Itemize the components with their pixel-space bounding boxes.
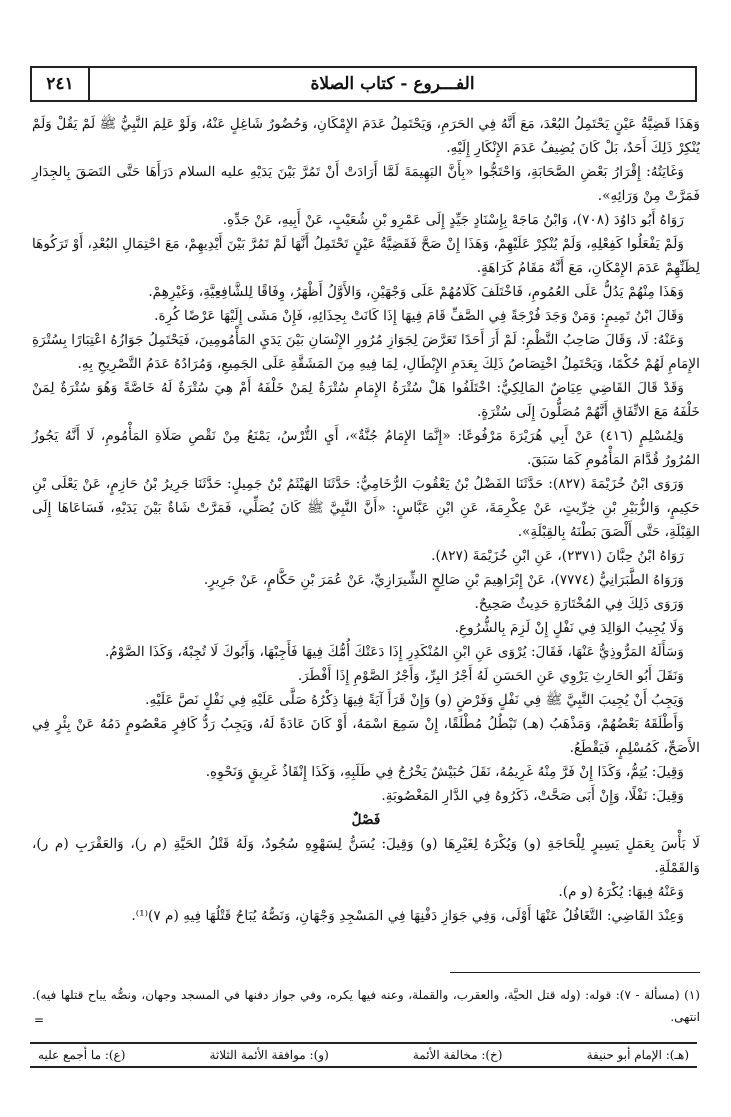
section-heading: فَصْلٌ xyxy=(351,812,381,828)
paragraph: وَهَذَا مِنْهُمْ يَدُلُّ عَلَى العُمُومِ، فَاخْتَلَفَ كَلَامُهُمْ عَلَى وَجْهَيْنِ، وَالأَوَّلُ أَظْهَرُ، وِفَاقًا لِلشَّافِعِيَّةِ، وَغَيْرِهِمْ. xyxy=(148,284,684,300)
footnote-text: (١) (مسألة - ٧): قوله: (وله قتل الحيَّة، والعقرب، والقملة، وعنه فيها يكره، وفي جواز دفنها في المسجد وجهان، ونصُّه يباح قتلها فيه). انتهى. xyxy=(32,988,700,1024)
paragraph: وَيَجِبُ أَنْ يُجِيبَ النَّبِيَّ ﷺ فِي نَفْلٍ وَفَرْضٍ (و) وَإِنْ قَرَأَ آيَةً فِيهَا ذِكْرُهُ صَلَّى عَلَيْهِ فِي نَفْلٍ نَصَّ عَلَيْهِ. xyxy=(145,692,684,708)
paragraph: وَرَوَى ذَلِكَ فِي المُخْتَارَةِ حَدِيثٌ صَحِيحٌ. xyxy=(474,596,684,612)
legend-item: (هـ): الإمام أبو حنيفة xyxy=(586,1048,689,1062)
paragraph: رَوَاهُ أَبُو دَاوُدَ (٧٠٨)، وَابْنُ مَاجَهْ بِإِسْنَادٍ جَيِّدٍ إِلَى عَمْرِو بْنِ شُعَيْبٍ، عَنْ أَبِيهِ، عَنْ جَدِّهِ. xyxy=(222,212,684,228)
legend-item: (خ): مخالفة الأئمة xyxy=(412,1048,503,1062)
paragraph: وَعَنْهُ فِيهَا: يُكْرَهُ (و م). xyxy=(558,884,684,900)
sigla-legend xyxy=(30,1042,697,1068)
paragraph: وَلِمُسْلِمٍ (٤١٦) عَنْ أَبِي هُرَيْرَةَ مَرْفُوعًا: «إِنَّمَا الإِمَامُ جُنَّةٌ»، أَيِ التُّرْسُ، يَمْنَعُ مِنْ نَقْصِ صَلَاةِ المَأْمُومِ، لَا أَنَّهُ يَجُوزُ المُرُورُ قُدَّامَ المَأْمُومِ كَمَا سَبَقَ. xyxy=(32,428,700,468)
footnote-divider xyxy=(450,972,700,973)
legend-item: (و): موافقة الأئمة الثلاثة xyxy=(209,1048,329,1062)
paragraph: وَهَذَا قَضِيَّةُ عَيْنٍ يَحْتَمِلُ البُعْدَ، مَعَ أَنَّهُ فِي الحَرَمِ، وَيَحْتَمِلُ عَدَمَ الإِمْكَانِ، وَحُضُورُ شَاغِلٍ عَنْهُ، وَلَوْ عَلِمَ النَّبِيُّ ﷺ لَمْ يَقُلْ وَلَمْ يُنْكِرْ ذَلِكَ أَحَدٌ، بَلْ كَانَ يُضِيفُ عَدَمَ الإِنْكَارِ إِلَيْهِ. xyxy=(32,116,700,156)
paragraph: وَعِنْدَ القَاضِي: التَّغَافُلُ عَنْهَا أَوْلَى، وَفِي جَوَازِ دَفْنِهَا فِي المَسْجِدِ وَجْهَانِ، وَنَصُّهُ يُبَاحُ قَتْلُهَا فِيهِ (م ٧)⁽¹⁾. xyxy=(131,908,684,924)
paragraph: وَأَطْلَقَهُ بَعْضُهُمْ، وَمَذْهَبُ (هـ) تَبْطُلُ مُطْلَقًا، إِنْ سَمِعَ اسْمَهُ، أَوْ كَانَ عَادَةً لَهُ، وَيَجِبُ رَدُّ كَافِرٍ مَعْصُومٍ دَمُهُ عَنْ بِئْرٍ فِي الأَصَحِّ، كَمُسْلِمٍ، فَيَقْطَعُ. xyxy=(32,716,700,756)
paragraph: وَغَايَتُهُ: إِقْرَارُ بَعْضِ الصَّحَابَةِ، وَاحْتَجُّوا «بِأَنَّ البَهِيمَةَ لَمَّا أَرَادَتْ أَنْ تَمُرَّ بَيْنَ يَدَيْهِ عليه السلام دَرَأَهَا حَتَّى التَصَقَ بِالجِدَارِ فَمَرَّتْ مِنْ وَرَائِهِ». xyxy=(32,164,700,204)
running-title: الفـــروع - كتاب الصلاة xyxy=(310,74,475,94)
paragraph: لَا بَأْسَ بِعَمَلٍ يَسِيرٍ لِلْحَاجَةِ (و) وَيُكْرَهُ لِغَيْرِهَا (و) وَقِيلَ: يُسَنُّ لِسَهْوِهِ سُجُودٌ، وَلَهُ قَتْلُ الحَيَّةِ (م ر)، وَالعَقْرَبِ (م ر)، وَالقَمْلَةِ. xyxy=(32,836,700,876)
paragraph: وَعَنْهُ: لَا، وَقَالَ صَاحِبُ النَّظْمِ: لَمْ أَرَ أَحَدًا تَعَرَّضَ لِجَوَازِ مُرُورِ الإِنْسَانِ بَيْنَ يَدَيِ المَأْمُومِينَ، فَيَحْتَمِلُ جَوَازُهُ اعْتِبَارًا بِسُتْرَةِ الإِمَامِ لَهُمْ حُكْمًا، وَيَحْتَمِلُ اخْتِصَاصُ ذَلِكَ بِعَدَمِ الإِبْطَالِ، لِمَا فِيهِ مِنَ المَشَقَّةِ عَلَى الجَمِيعِ، وَمُرَادُهُ عَدَمُ التَّصْرِيحِ بِهِ. xyxy=(32,332,700,372)
paragraph: وَقِيلَ: يُتِمُّ، وَكَذَا إِنْ فَرَّ مِنْهُ غَرِيمُهُ، نَقَلَ حُبَيْشٌ يَخْرُجُ فِي طَلَبِهِ، وَكَذَا إِنْقَاذُ غَرِيقٍ وَنَحْوِهِ. xyxy=(205,764,684,780)
paragraph: وَنَقَلَ أَبُو الحَارِثِ يَرْوِي عَنِ الحَسَنِ لَهُ أَجْرُ البِرِّ، وَأَجْرُ الصَّوْمِ إِذَا أَفْطَرَ. xyxy=(297,668,684,684)
legend-item: (ع): ما أجمع عليه xyxy=(38,1048,126,1062)
footnote xyxy=(32,984,700,1028)
paragraph: وَقَدْ قَالَ القَاضِي عِيَاضٌ المَالِكِيُّ: اخْتَلَفُوا هَلْ سُتْرَةُ الإِمَامِ سُتْرَةٌ لِمَنْ خَلْفَهُ أَمْ هِيَ سُتْرَةٌ لَهُ خَاصَّةً وَهُوَ سُتْرَةٌ لِمَنْ خَلْفَهُ مَعَ الاتِّفَاقِ أَنَّهُمْ مُصَلُّونَ إِلَى سُتْرَةٍ. xyxy=(32,380,700,420)
footnote-continuation-mark: = xyxy=(34,1013,45,1027)
page-number: ٢٤١ xyxy=(32,68,90,100)
paragraph: وَرَوَاهُ الطَّبَرَانِيُّ (٧٧٧٤)، عَنْ إِبْرَاهِيمَ بْنِ صَالِحٍ الشِّيرَازِيِّ، عَنْ عُمَرَ بْنِ حَكَّامٍ، عَنْ جَرِيرٍ. xyxy=(203,572,684,588)
paragraph: وَقَالَ ابْنُ تَمِيمٍ: وَمَنْ وَجَدَ فُرْجَةً فِي الصَّفِّ قَامَ فِيهَا إِذَا كَانَتْ بِحِذَائِهِ، فَإِنْ مَشَى إِلَيْهَا عَرْضًا كُرِهَ. xyxy=(154,308,684,324)
paragraph: وَسَأَلَهُ المَرُّوذِيُّ عَنْهَا، فَقَالَ: يُرْوَى عَنِ ابْنِ المُنْكَدِرِ إِذَا دَعَتْكَ أُمُّكَ فِيهَا فَأَجِبْهَا، وَأَبُوكَ لَا تُجِبْهُ، وَكَذَا الصَّوْمُ. xyxy=(104,644,684,660)
running-header xyxy=(30,66,697,102)
main-text xyxy=(32,112,700,928)
paragraph: وَلَا يُجِيبُ الوَالِدَ فِي نَفْلٍ إِنْ لَزِمَ بِالشُّرُوعِ. xyxy=(454,620,684,636)
paragraph: وَقِيلَ: نَفْلًا، وَإِنْ أَبَى صَحَّتْ، ذَكَرُوهُ فِي الدَّارِ المَغْصُوبَةِ. xyxy=(381,788,684,804)
paragraph: وَلَمْ يَفْعَلُوا كَفِعْلِهِ، وَلَمْ يُنْكِرْ عَلَيْهِمْ، وَهَذَا إِنْ صَحَّ فَقَضِيَّةُ عَيْنٍ تَحْتَمِلُ أَنَّهَا لَمْ تَمُرَّ بَيْنَ أَيْدِيهِمْ، مَعَ احْتِمَالِ البُعْدِ، أَوْ تَرَكُوهَا لِظَنِّهِمْ عَدَمَ الإِمْكَانِ، مَعَ أَنَّهُ مَقَامُ كَرَاهَةٍ. xyxy=(32,236,700,276)
paragraph: وَرَوَى ابْنُ خُزَيْمَةَ (٨٢٧): حَدَّثَنَا الفَضْلُ بْنُ يَعْقُوبَ الرُّخَامِيُّ: حَدَّثَنَا الهَيْثَمُ بْنُ جَمِيلٍ: حَدَّثَنَا جَرِيرُ بْنُ حَازِمٍ، عَنْ يَعْلَى بْنِ حَكِيمٍ، وَالزُّبَيْرِ بْنِ خِرِّيتٍ، عَنْ عِكْرِمَةَ، عَنِ ابْنِ عَبَّاسٍ: «أَنَّ النَّبِيَّ ﷺ كَانَ يُصَلِّي، فَمَرَّتْ شَاةٌ بَيْنَ يَدَيْهِ، فَسَاعَاهَا إِلَى القِبْلَةِ، حَتَّى أَلْصَقَ بَطْنَهُ بِالقِبْلَةِ». xyxy=(32,476,700,540)
paragraph: رَوَاهُ ابْنُ حِبَّانَ (٢٣٧١)، عَنِ ابْنِ خُزَيْمَةَ (٨٢٧). xyxy=(431,548,684,564)
